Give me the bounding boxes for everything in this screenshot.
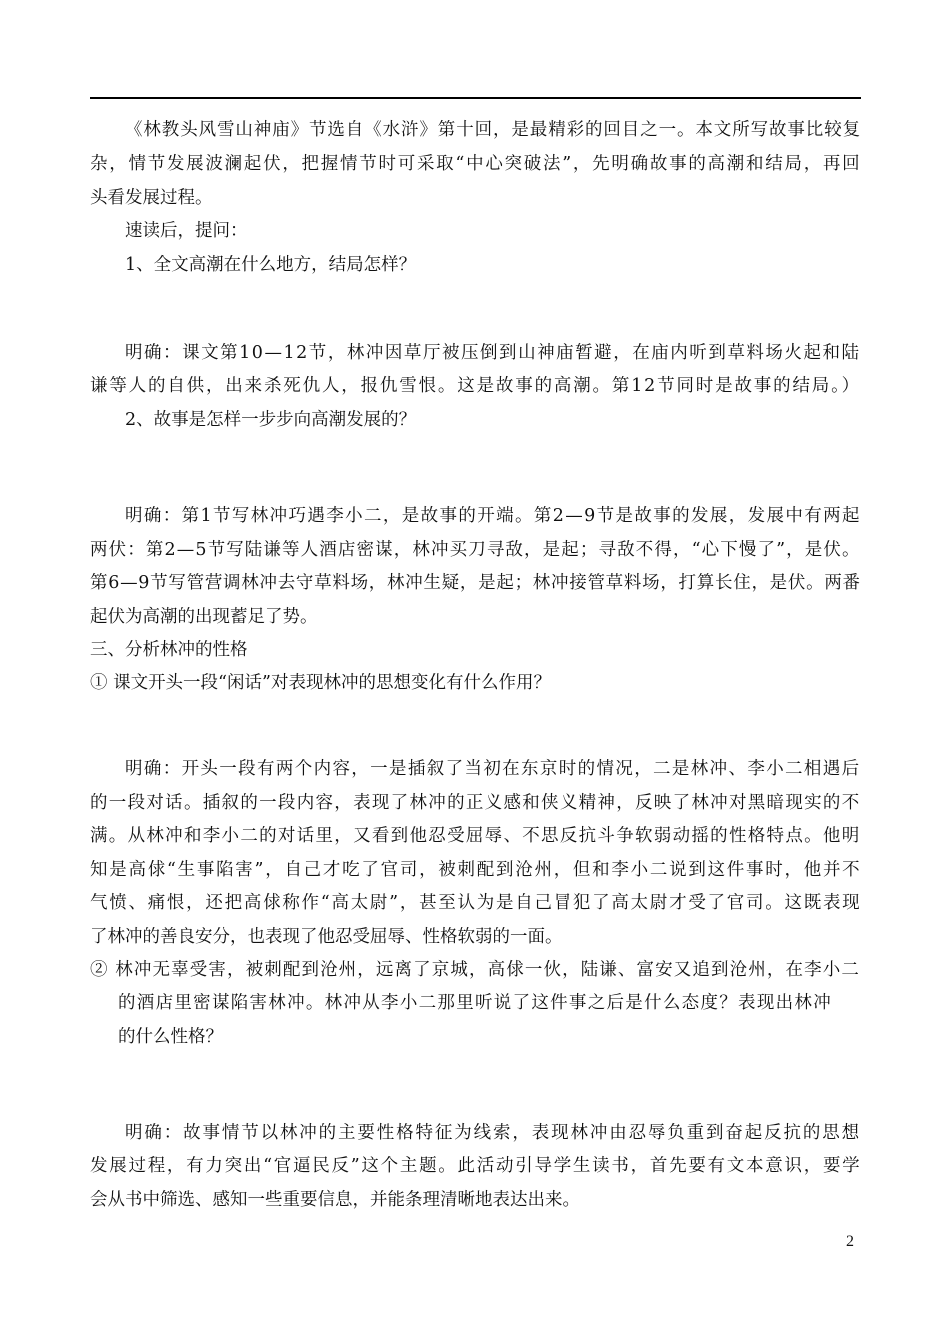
section-heading-3: 三、分析林冲的性格	[90, 640, 248, 660]
answer-3-line-4: 知是高俅“生事陷害”，自己才吃了官司，被刺配到沧州，但和李小二说到这件事时，他并不	[90, 860, 862, 880]
header-rule	[90, 97, 861, 99]
question-2: 2、故事是怎样一步步向高潮发展的？	[125, 410, 417, 430]
answer-2-line-4: 起伏为高潮的出现蓄足了势。	[90, 607, 318, 627]
answer-3-line-2: 的一段对话。插叙的一段内容，表现了林冲的正义感和侠义精神，反映了林冲对黑暗现实的不	[90, 793, 861, 813]
answer-3-line-1: 明确：开头一段有两个内容，一是插叙了当初在东京时的情况，二是林冲、李小二相遇后	[125, 759, 861, 779]
character-question-2-line-1: ② 林冲无辜受害，被刺配到沧州，远离了京城，高俅一伙，陆谦、富安又追到沧州，在李小二	[90, 960, 860, 980]
answer-2-line-1: 明确：第1节写林冲巧遇李小二，是故事的开端。第2—9节是故事的发展，发展中有两起	[125, 506, 861, 526]
answer-2-line-2: 两伏：第2—5节写陆谦等人酒店密谋，林冲买刀寻敌，是起；寻敌不得，“心下慢了”，是伏。	[90, 540, 861, 560]
answer-1-line-2: 谦等人的自供，出来杀死仇人，报仇雪恨。这是故事的高潮。第12节同时是故事的结局。）	[90, 376, 862, 396]
character-question-1: ① 课文开头一段“闲话”对表现林冲的思想变化有什么作用？	[90, 673, 551, 693]
answer-3-line-3: 满。从林冲和李小二的对话里，又看到他忍受屈辱、不思反抗斗争软弱动摇的性格特点。他明	[90, 826, 861, 846]
answer-2-line-3: 第6—9节写管营调林冲去守草料场，林冲生疑，是起；林冲接管草料场，打算长住，是伏。两番	[90, 573, 861, 593]
answer-4-line-2: 发展过程，有力突出“官逼民反”这个主题。此活动引导学生读书，首先要有文本意识，要学	[90, 1156, 862, 1176]
answer-4-line-3: 会从书中筛选、感知一些重要信息，并能条理清晰地表达出来。	[90, 1190, 580, 1210]
answer-1-line-1: 明确：课文第10—12节，林冲因草厅被压倒到山神庙暂避，在庙内听到草料场火起和陆	[125, 343, 861, 363]
prompt-line: 速读后，提问：	[125, 221, 248, 241]
answer-4-line-1: 明确：故事情节以林冲的主要性格特征为线索，表现林冲由忍辱负重到奋起反抗的思想	[125, 1123, 861, 1143]
page-number: 2	[846, 1233, 854, 1250]
answer-3-line-6: 了林冲的善良安分，也表现了他忍受屈辱、性格软弱的一面。	[90, 927, 563, 947]
intro-line-1: 《林教头风雪山神庙》节选自《水浒》第十回，是最精彩的回目之一。本文所写故事比较复	[125, 120, 861, 140]
intro-line-2: 杂，情节发展波澜起伏，把握情节时可采取“中心突破法”，先明确故事的高潮和结局，再回	[90, 154, 862, 174]
answer-3-line-5: 气愤、痛恨，还把高俅称作“高太尉”，甚至认为是自己冒犯了高太尉才受了官司。这既表现	[90, 893, 862, 913]
intro-line-3: 头看发展过程。	[90, 188, 213, 208]
question-1: 1、全文高潮在什么地方，结局怎样？	[125, 255, 417, 275]
character-question-2-line-2: 的酒店里密谋陷害林冲。林冲从李小二那里听说了这件事之后是什么态度？表现出林冲	[118, 993, 832, 1013]
character-question-2-line-3: 的什么性格？	[118, 1027, 223, 1047]
